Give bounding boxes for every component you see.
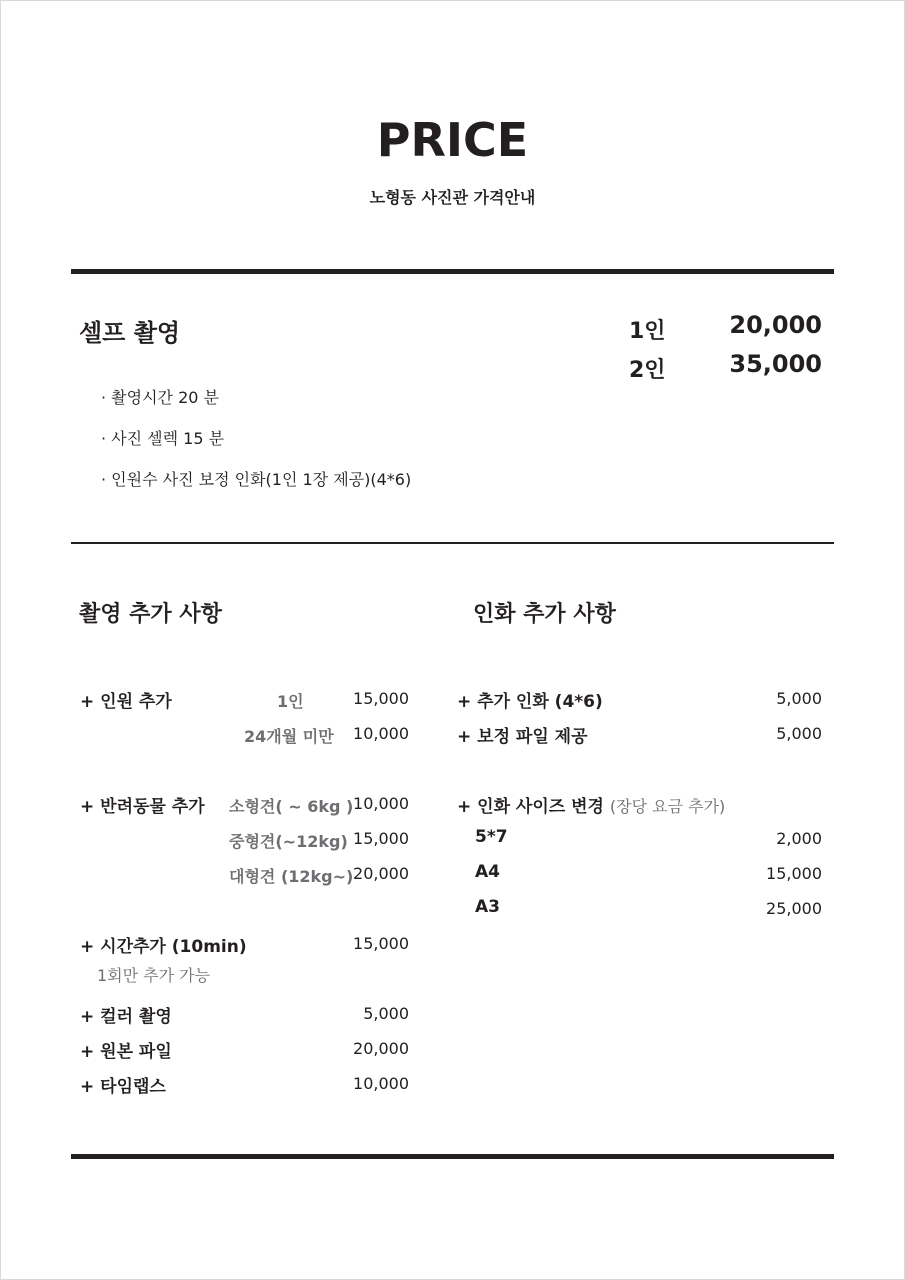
extra-color-value: 5,000 [363, 1004, 409, 1023]
extra-pet-sub-large: 대형견 (12kg~) [229, 867, 354, 886]
retouch-file-label: + 보정 파일 제공 [457, 727, 588, 747]
self-shoot-bullet-duration: · 촬영시간 20 분 [101, 388, 219, 407]
page-subtitle: 노형동 사진관 가격안내 [369, 188, 536, 207]
print-extras-title: 인화 추가 사항 [473, 602, 616, 627]
top-divider [71, 269, 834, 274]
self-shoot-price-value-1: 20,000 [729, 311, 822, 339]
self-shoot-bullet-print: · 인원수 사진 보정 인화(1인 1장 제공)(4*6) [101, 470, 412, 489]
retouch-file-value: 5,000 [776, 724, 822, 743]
shoot-extras-title: 촬영 추가 사항 [79, 602, 222, 627]
size-a3-value: 25,000 [766, 899, 822, 918]
extra-person-value-1: 15,000 [353, 689, 409, 708]
middle-divider [71, 542, 834, 544]
size-change-note: (장당 요금 추가) [609, 797, 726, 816]
size-change-label [457, 792, 725, 817]
size-a4-label: A4 [475, 862, 500, 882]
size-a4-value: 15,000 [766, 864, 822, 883]
extra-color-label: + 컬러 촬영 [80, 1007, 172, 1027]
bottom-divider [71, 1154, 834, 1159]
self-shoot-bullet-select: · 사진 셀렉 15 분 [101, 429, 225, 448]
print-extra-label: + 추가 인화 (4*6) [457, 692, 603, 712]
size-5x7-label: 5*7 [475, 827, 508, 847]
self-shoot-price-label-1: 1인 [629, 319, 666, 344]
extra-time-value: 15,000 [353, 934, 409, 953]
extra-person-value-2: 10,000 [353, 724, 409, 743]
extra-pet-sub-small: 소형견( ~ 6kg ) [229, 797, 354, 816]
size-5x7-value: 2,000 [776, 829, 822, 848]
extra-pet-label: + 반려동물 추가 [80, 797, 205, 817]
extra-original-value: 20,000 [353, 1039, 409, 1058]
extra-time-label: + 시간추가 (10min) [80, 937, 247, 957]
extra-pet-value-small: 10,000 [353, 794, 409, 813]
extra-timelapse-label: + 타임랩스 [80, 1077, 166, 1097]
size-change-text: + 인화 사이즈 변경 [457, 797, 604, 817]
page-title: PRICE [376, 113, 529, 167]
extra-pet-value-large: 20,000 [353, 864, 409, 883]
extra-person-label: + 인원 추가 [80, 692, 172, 712]
extra-pet-value-medium: 15,000 [353, 829, 409, 848]
extra-original-label: + 원본 파일 [80, 1042, 172, 1062]
print-extra-value: 5,000 [776, 689, 822, 708]
extra-timelapse-value: 10,000 [353, 1074, 409, 1093]
extra-pet-sub-medium: 중형견(~12kg) [229, 832, 348, 851]
extra-person-sub-2: 24개월 미만 [244, 727, 334, 746]
extra-person-sub-1: 1인 [277, 692, 304, 711]
size-a3-label: A3 [475, 897, 500, 917]
self-shoot-price-label-2: 2인 [629, 358, 666, 383]
extra-time-note: 1회만 추가 가능 [97, 966, 211, 985]
self-shoot-price-value-2: 35,000 [729, 350, 822, 378]
self-shoot-title: 셀프 촬영 [79, 319, 181, 347]
